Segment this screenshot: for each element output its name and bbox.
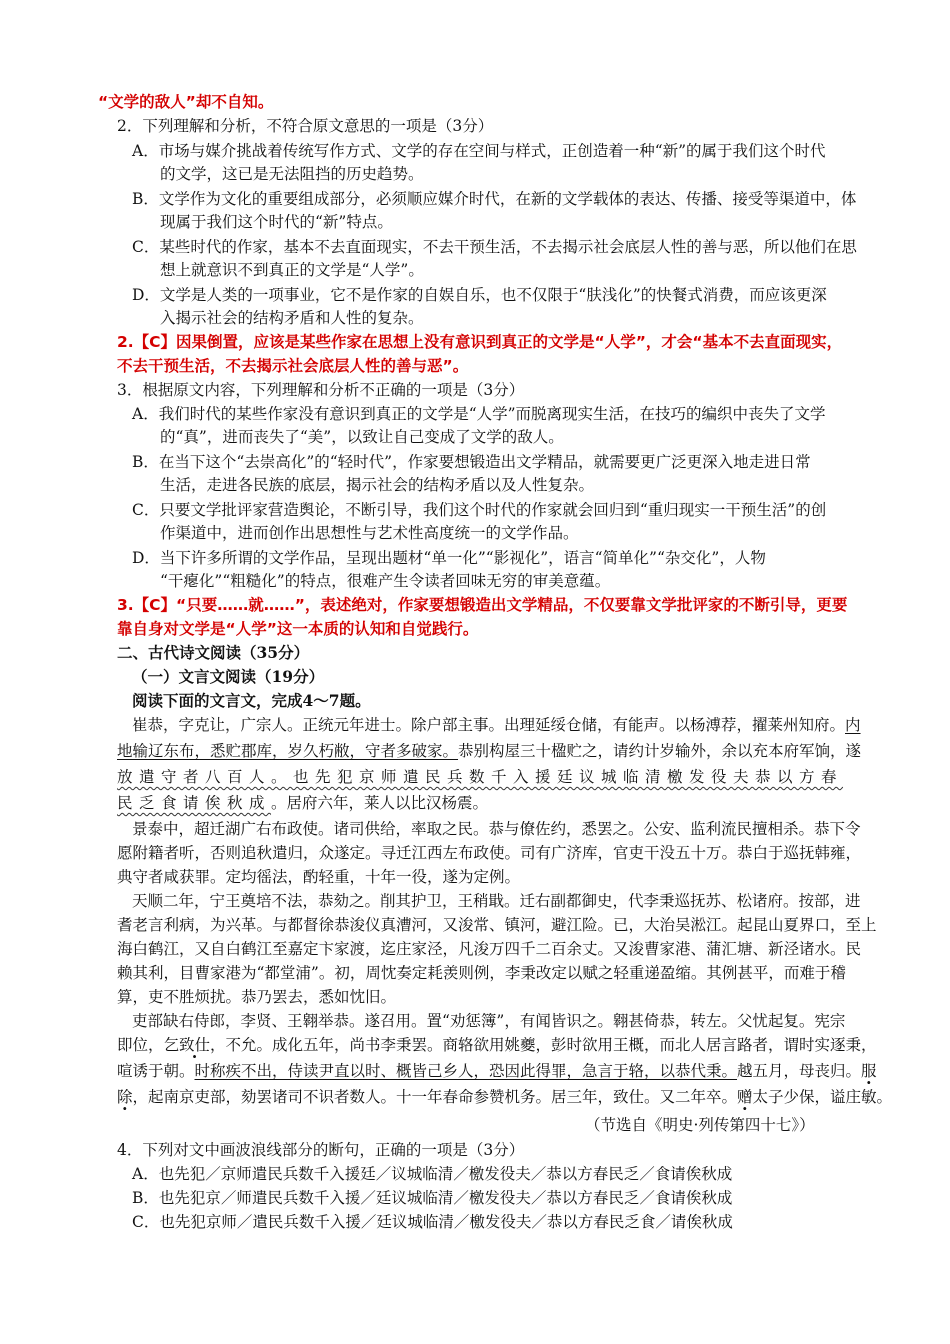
reading-instruction: 阅读下面的文言文，完成4～7题。: [132, 691, 371, 710]
passage-text: 太子少保，谥庄敏。: [752, 1088, 893, 1106]
q3-option-b-line1: B．在当下这个“去崇高化”的“轻时代”，作家要想锻造出文学精品，就需要更广泛更深入地走进日常: [132, 453, 811, 471]
passage-p1-line3-wavy: 放遣守者八百人。也先犯京师遣民兵数千入援廷议城临清檄发役夫恭以方春: [117, 768, 844, 786]
q3-option-c-line1: C．只要文学批评家营造舆论，不断引导，我们这个时代的作家就会回归到“重归现实一干预生活”的创: [132, 501, 827, 519]
passage-text: 崔恭，字克让，广宗人。正统元年进士。除户部主事。出理延绥仓储，有能声。以杨溥荐，擢莱州知府。: [132, 716, 846, 734]
underlined-text: 内: [845, 716, 861, 734]
underlined-text: 地输辽东布，悉贮郡库，岁久朽敝，守者多破家。: [117, 742, 459, 760]
dotted-text: 致仕: [179, 1036, 211, 1054]
q2-option-a-line2: 的文学，这已是无法阻挡的历史趋势。: [160, 165, 424, 183]
passage-source: （节选自《明史·列传第四十七》）: [585, 1116, 815, 1134]
wavy-text: 民乏食请俟秋成: [117, 794, 272, 812]
passage-text: 即位，乞: [117, 1036, 180, 1054]
answer-3-line1: 3.【C】“只要……就……”，表述绝对，作家要想锻造出文学精品，不仅要靠文学批评家的不断引导，更要: [117, 596, 848, 614]
q2-option-a-line1: A．市场与媒介挑战着传统写作方式、文学的存在空间与样式，正创造着一种“新”的属于我们这个时代: [132, 142, 826, 160]
passage-text: 恭别构屋三十楹贮之，请约计岁输外，余以充本府军饷，遂: [458, 742, 862, 760]
passage-text: ，起南京吏部，劾罢诸司不识者数人。十一年春命参赞机务。居三年，致仕。又二年卒。: [132, 1088, 738, 1106]
passage-p4-line4: [117, 1086, 892, 1108]
passage-p3-line4: 赖其利，目曹家港为“都堂浦”。初，周忱奏定耗羡则例，李秉改定以赋之轻重递盈缩。其例甚平，而难于稽: [117, 964, 846, 982]
question-3-stem: 3．根据原文内容，下列理解和分析不正确的一项是（3分）: [117, 381, 525, 399]
q2-option-d-line2: 入揭示社会的结构矛盾和人性的复杂。: [160, 309, 424, 327]
q3-option-c-line2: 作渠道中，进而创作出思想性与艺术性高度统一的文学作品。: [160, 524, 579, 542]
passage-p4-line2: [117, 1034, 877, 1056]
q2-option-d-line1: D．文学是人类的一项事业，它不是作家的自娱自乐，也不仅限于“肤浅化”的快餐式消费，而应该更深: [132, 286, 827, 304]
underlined-text: 时称疾不出，侍读尹直以时、概皆己乡人，恐因此得罪，急言于辂，以恭代秉。: [194, 1062, 738, 1080]
passage-text: 越五月，母丧归。: [737, 1062, 862, 1080]
answer-note-line: “文学的敌人”却不自知。: [98, 93, 274, 111]
passage-p3-line1: 天顺二年，宁王奠培不法，恭劾之。削其护卫，王稍戢。迁右副都御史，代李秉巡抚苏、松诸府。按部，进: [132, 892, 861, 910]
q3-option-a-line2: 的“真”，进而丧失了“美”，以致让自己变成了文学的敌人。: [160, 428, 564, 446]
q3-option-d-line2: “干瘪化”“粗糙化”的特点，很难产生令读者回味无穷的审美意蕴。: [160, 572, 611, 590]
q2-option-b-line2: 现属于我们这个时代的“新”特点。: [160, 213, 393, 231]
passage-p2-line3: 典守者咸获罪。定均徭法，酌轻重，十年一役，遂为定例。: [117, 868, 521, 886]
q3-option-b-line2: 生活，走进各民族的底层，揭示社会的结构矛盾以及人性复杂。: [160, 476, 595, 494]
dotted-text: 赠: [737, 1088, 753, 1106]
answer-2-line2: 不去干预生活，不去揭示社会底层人性的善与恶”。: [117, 357, 469, 375]
passage-p4-line3: [117, 1060, 877, 1082]
q4-option-a: A．也先犯／京师遣民兵数千入援廷／议城临清／檄发役夫／恭以方春民乏／食请俟秋成: [132, 1165, 733, 1183]
dotted-text: 服: [861, 1062, 877, 1080]
q2-option-c-line2: 想上就意识不到真正的文学是“人学”。: [160, 261, 424, 279]
dotted-text: 除: [117, 1088, 133, 1106]
passage-text: ，不允。成化五年，尚书李秉罢。商辂欲用姚夔，彭时欲用王概，而北人居言路者，谓时实逐秉，: [210, 1036, 877, 1054]
passage-text: 。居府六年，莱人以比汉杨震。: [271, 794, 489, 812]
answer-2-line1: 2.【C】因果倒置，应该是某些作家在思想上没有意识到真正的文学是“人学”，才会“基本不去直面现实，: [117, 333, 843, 351]
q3-option-d-line1: D．当下许多所谓的文学作品，呈现出题材“单一化”“影视化”，语言“简单化”“杂交化”，人物: [132, 549, 766, 567]
q2-option-c-line1: C．某些时代的作家，基本不去直面现实，不去干预生活，不去揭示社会底层人性的善与恶，所以他们在思: [132, 238, 857, 256]
q3-option-a-line1: A．我们时代的某些作家没有意识到真正的文学是“人学”而脱离现实生活，在技巧的编织中丧失了文学: [132, 405, 826, 423]
section-2-heading: 二、古代诗文阅读（35分）: [117, 643, 310, 662]
passage-text: 喧诱于朝。: [117, 1062, 195, 1080]
passage-p3-line5: 算，吏不胜烦扰。恭乃罢去，悉如忱旧。: [117, 988, 397, 1006]
passage-p1-line2: [117, 740, 861, 762]
q4-option-b: B．也先犯京／师遣民兵数千入援／廷议城临清／檄发役夫／恭以方春民乏／食请俟秋成: [132, 1189, 733, 1207]
passage-p1-line1: [132, 714, 861, 736]
q2-option-b-line1: B．文学作为文化的重要组成部分，必须顺应媒介时代，在新的文学载体的表达、传播、接受等渠道中，体: [132, 190, 857, 208]
passage-p4-line1: 吏部缺右侍郎，李贤、王翱举恭。遂召用。置“劝惩簿”，有闻皆识之。翱甚倚恭，转左。父忧起复。宪宗: [132, 1012, 846, 1030]
q4-option-c: C．也先犯京师／遣民兵数千入援／廷议城临清／檄发役夫／恭以方春民乏食／请俟秋成: [132, 1213, 733, 1231]
answer-3-line2: 靠自身对文学是“人学”这一本质的认知和自觉践行。: [117, 620, 479, 638]
question-4-stem: 4．下列对文中画波浪线部分的断句，正确的一项是（3分）: [117, 1141, 525, 1159]
passage-p1-line4: [117, 792, 488, 814]
subsection-heading: （一）文言文阅读（19分）: [132, 667, 325, 686]
passage-p3-line3: 海白鹤江，又自白鹤江至嘉定卞家渡，迄庄家泾，凡浚万四千二百余丈。又浚曹家港、蒲汇塘、新泾诸水。民: [117, 940, 862, 958]
passage-p3-line2: 耆老言利病，为兴革。与都督徐恭浚仪真漕河，又浚常、镇河，避江险。已，大治吴淞江。起昆山夏界口，至上: [117, 916, 877, 934]
passage-p2-line2: 愿附籍者听，否则追秋遣归，众遂定。寻迁江西左布政使。司有广济库，官吏干没五十万。恭白于巡抚韩雍，: [117, 844, 862, 862]
passage-p2-line1: 景泰中，超迁湖广右布政使。诸司供给，率取之民。恭与僚佐约，悉罢之。公安、监利流民擅相杀。恭下令: [132, 820, 861, 838]
question-2-stem: 2．下列理解和分析，不符合原文意思的一项是（3分）: [117, 117, 494, 135]
